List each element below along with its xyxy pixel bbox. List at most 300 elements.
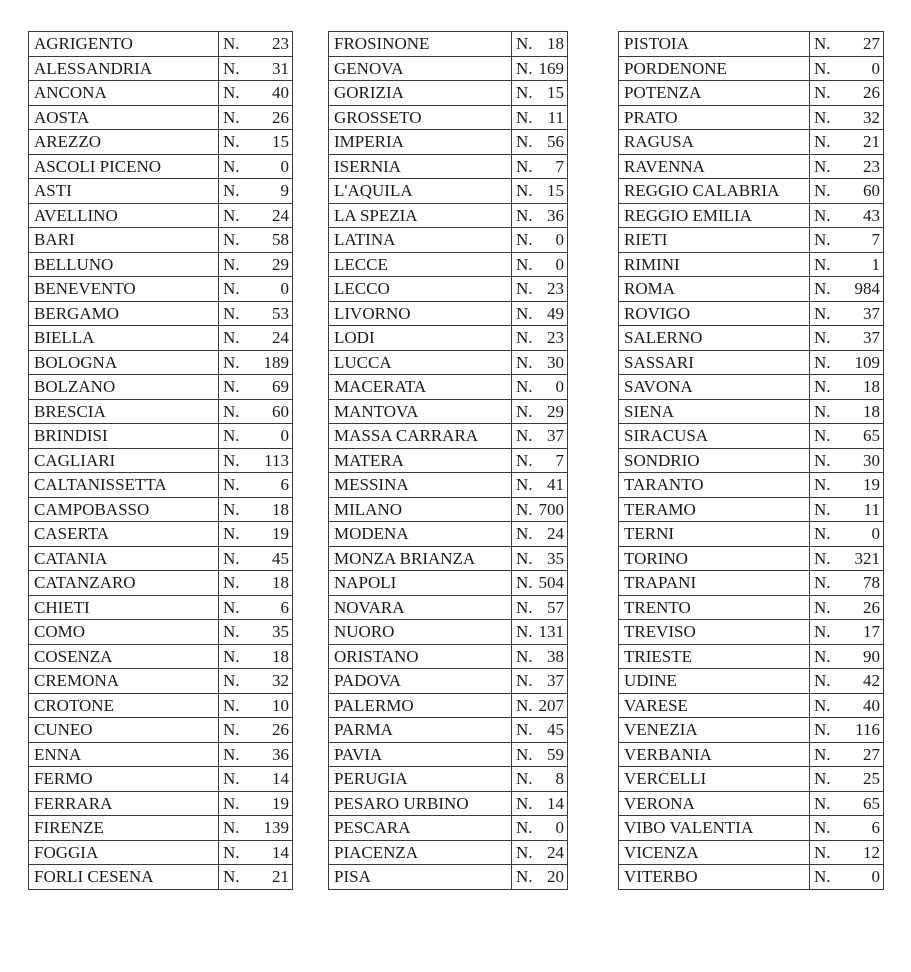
count-prefix: N. [223, 548, 240, 568]
count-prefix: N. [814, 499, 831, 519]
province-name: CATANIA [29, 546, 219, 571]
count-value: 57 [547, 597, 564, 617]
count-prefix: N. [516, 867, 533, 887]
province-count-cell [219, 595, 293, 620]
count-value: 0 [871, 524, 880, 544]
table-row [29, 497, 293, 522]
table-row [29, 81, 293, 106]
table-row [29, 742, 293, 767]
count-prefix: N. [814, 132, 831, 152]
table-row [619, 179, 884, 204]
province-name: PAVIA [329, 742, 512, 767]
count-value: 139 [263, 818, 289, 838]
province-count-cell [512, 154, 568, 179]
province-count-cell [512, 32, 568, 57]
count-value: 37 [863, 303, 880, 323]
province-count-cell [219, 522, 293, 547]
table-row [329, 154, 568, 179]
count-prefix: N. [814, 867, 831, 887]
province-count-cell [219, 32, 293, 57]
count-prefix: N. [516, 83, 533, 103]
province-count-cell [219, 277, 293, 302]
province-name: TRENTO [619, 595, 810, 620]
province-count-cell [512, 816, 568, 841]
province-name: MESSINA [329, 473, 512, 498]
count-prefix: N. [516, 132, 533, 152]
table-row [619, 375, 884, 400]
count-prefix: N. [814, 254, 831, 274]
province-name: MODENA [329, 522, 512, 547]
count-value: 18 [863, 377, 880, 397]
count-prefix: N. [814, 303, 831, 323]
table-row [29, 350, 293, 375]
count-value: 27 [863, 34, 880, 54]
table-row [329, 399, 568, 424]
count-value: 26 [272, 107, 289, 127]
count-value: 18 [547, 34, 564, 54]
count-prefix: N. [223, 842, 240, 862]
table-row [329, 718, 568, 743]
table-row [619, 546, 884, 571]
count-prefix: N. [516, 842, 533, 862]
province-name: MACERATA [329, 375, 512, 400]
count-value: 69 [272, 377, 289, 397]
count-value: 53 [272, 303, 289, 323]
province-name: SASSARI [619, 350, 810, 375]
table-row [29, 522, 293, 547]
province-count-cell [512, 56, 568, 81]
count-value: 131 [538, 622, 564, 642]
province-name: RAVENNA [619, 154, 810, 179]
province-name: TERNI [619, 522, 810, 547]
province-count-cell [810, 473, 884, 498]
count-value: 37 [547, 671, 564, 691]
count-value: 40 [863, 695, 880, 715]
table-row [29, 130, 293, 155]
table-row [29, 301, 293, 326]
province-count-cell [810, 277, 884, 302]
province-count-cell [219, 693, 293, 718]
count-value: 29 [547, 401, 564, 421]
province-count-cell [810, 448, 884, 473]
province-count-cell [512, 277, 568, 302]
province-count-cell [810, 644, 884, 669]
count-prefix: N. [814, 205, 831, 225]
count-prefix: N. [814, 524, 831, 544]
count-value: 9 [280, 181, 289, 201]
count-value: 49 [547, 303, 564, 323]
province-count-cell [219, 203, 293, 228]
count-value: 42 [863, 671, 880, 691]
count-prefix: N. [814, 328, 831, 348]
count-prefix: N. [516, 818, 533, 838]
province-name: REGGIO EMILIA [619, 203, 810, 228]
province-name: VICENZA [619, 840, 810, 865]
count-prefix: N. [814, 181, 831, 201]
province-name: ROVIGO [619, 301, 810, 326]
province-count-cell [810, 179, 884, 204]
count-prefix: N. [516, 34, 533, 54]
province-name: FORLI CESENA [29, 865, 219, 890]
province-count-cell [219, 571, 293, 596]
province-name: TRIESTE [619, 644, 810, 669]
province-count-cell [810, 424, 884, 449]
province-name: BRINDISI [29, 424, 219, 449]
table-row [329, 571, 568, 596]
count-prefix: N. [814, 818, 831, 838]
count-value: 40 [272, 83, 289, 103]
province-name: ROMA [619, 277, 810, 302]
count-prefix: N. [516, 230, 533, 250]
table-row [619, 644, 884, 669]
table-row [619, 277, 884, 302]
province-name: TORINO [619, 546, 810, 571]
count-prefix: N. [516, 769, 533, 789]
count-prefix: N. [223, 499, 240, 519]
province-name: AVELLINO [29, 203, 219, 228]
count-prefix: N. [223, 328, 240, 348]
province-name: FROSINONE [329, 32, 512, 57]
table-row [619, 154, 884, 179]
table-row [29, 154, 293, 179]
count-value: 32 [863, 107, 880, 127]
province-name: CROTONE [29, 693, 219, 718]
count-value: 26 [863, 597, 880, 617]
count-prefix: N. [223, 107, 240, 127]
province-count-cell [512, 350, 568, 375]
province-name: AGRIGENTO [29, 32, 219, 57]
count-value: 0 [555, 254, 564, 274]
count-prefix: N. [814, 58, 831, 78]
province-name: SAVONA [619, 375, 810, 400]
table-row [619, 693, 884, 718]
count-prefix: N. [814, 793, 831, 813]
province-name: TERAMO [619, 497, 810, 522]
count-prefix: N. [223, 303, 240, 323]
province-name: AREZZO [29, 130, 219, 155]
province-name: VENEZIA [619, 718, 810, 743]
province-count-cell [512, 742, 568, 767]
table-row [329, 277, 568, 302]
province-count-cell [512, 203, 568, 228]
province-name: PARMA [329, 718, 512, 743]
count-prefix: N. [814, 548, 831, 568]
count-prefix: N. [814, 401, 831, 421]
province-name: VARESE [619, 693, 810, 718]
count-prefix: N. [516, 377, 533, 397]
province-count-cell [810, 375, 884, 400]
province-name: VERBANIA [619, 742, 810, 767]
count-value: 0 [555, 230, 564, 250]
count-prefix: N. [516, 622, 533, 642]
count-prefix: N. [223, 475, 240, 495]
province-name: TREVISO [619, 620, 810, 645]
table-row [29, 693, 293, 718]
province-count-cell [512, 252, 568, 277]
province-name: SIENA [619, 399, 810, 424]
province-name: LECCO [329, 277, 512, 302]
count-value: 36 [272, 744, 289, 764]
count-value: 169 [538, 58, 564, 78]
province-name: CASERTA [29, 522, 219, 547]
table-row [329, 301, 568, 326]
count-prefix: N. [516, 548, 533, 568]
count-prefix: N. [814, 279, 831, 299]
count-value: 7 [871, 230, 880, 250]
table-row [329, 81, 568, 106]
count-value: 24 [547, 842, 564, 862]
table-row [619, 791, 884, 816]
count-value: 30 [863, 450, 880, 470]
province-count-cell [810, 865, 884, 890]
province-name: PERUGIA [329, 767, 512, 792]
count-prefix: N. [223, 132, 240, 152]
count-value: 18 [272, 499, 289, 519]
province-name: TARANTO [619, 473, 810, 498]
table-row [329, 105, 568, 130]
count-prefix: N. [516, 499, 533, 519]
count-value: 984 [854, 279, 880, 299]
table-row [29, 840, 293, 865]
table-row [29, 424, 293, 449]
table-row [29, 399, 293, 424]
province-count-cell [810, 620, 884, 645]
count-prefix: N. [516, 279, 533, 299]
province-name: POTENZA [619, 81, 810, 106]
table-row [329, 865, 568, 890]
table-row [29, 571, 293, 596]
table-row [329, 203, 568, 228]
count-prefix: N. [516, 573, 533, 593]
count-prefix: N. [814, 377, 831, 397]
province-count-cell [810, 742, 884, 767]
province-count-cell [512, 718, 568, 743]
count-value: 0 [871, 867, 880, 887]
count-prefix: N. [516, 646, 533, 666]
province-count-cell [810, 669, 884, 694]
table-row [619, 669, 884, 694]
count-value: 29 [272, 254, 289, 274]
count-prefix: N. [814, 573, 831, 593]
province-name: GORIZIA [329, 81, 512, 106]
province-name: BOLOGNA [29, 350, 219, 375]
count-value: 37 [547, 426, 564, 446]
table-row [329, 326, 568, 351]
province-name: COMO [29, 620, 219, 645]
count-value: 45 [547, 720, 564, 740]
count-prefix: N. [223, 254, 240, 274]
count-prefix: N. [223, 34, 240, 54]
province-name: ENNA [29, 742, 219, 767]
province-count-cell [810, 56, 884, 81]
count-value: 36 [547, 205, 564, 225]
province-name: RIMINI [619, 252, 810, 277]
table-row [619, 81, 884, 106]
count-prefix: N. [223, 573, 240, 593]
province-name: CAMPOBASSO [29, 497, 219, 522]
table-row [329, 595, 568, 620]
count-prefix: N. [516, 597, 533, 617]
count-value: 11 [863, 499, 880, 519]
table-row [619, 840, 884, 865]
count-value: 0 [280, 426, 289, 446]
count-prefix: N. [814, 475, 831, 495]
count-prefix: N. [223, 426, 240, 446]
table-row [619, 497, 884, 522]
province-name: CHIETI [29, 595, 219, 620]
count-value: 1 [871, 254, 880, 274]
province-count-cell [512, 571, 568, 596]
count-value: 504 [538, 573, 564, 593]
count-prefix: N. [223, 646, 240, 666]
count-value: 207 [538, 695, 564, 715]
table-row [29, 203, 293, 228]
count-prefix: N. [814, 720, 831, 740]
count-value: 35 [547, 548, 564, 568]
count-value: 60 [272, 401, 289, 421]
table-row [29, 767, 293, 792]
table-row [619, 399, 884, 424]
table-row [29, 375, 293, 400]
count-value: 10 [272, 695, 289, 715]
province-count-cell [219, 742, 293, 767]
table-row [329, 522, 568, 547]
count-value: 90 [863, 646, 880, 666]
count-prefix: N. [516, 181, 533, 201]
count-prefix: N. [516, 695, 533, 715]
count-prefix: N. [814, 230, 831, 250]
table-row [29, 326, 293, 351]
count-value: 7 [555, 156, 564, 176]
table-row [29, 228, 293, 253]
table-row [619, 130, 884, 155]
province-count-cell [512, 448, 568, 473]
province-table-column-1 [28, 31, 293, 890]
province-count-cell [512, 791, 568, 816]
table-row [329, 816, 568, 841]
count-prefix: N. [814, 646, 831, 666]
province-count-cell [219, 791, 293, 816]
count-prefix: N. [516, 352, 533, 372]
table-row [29, 718, 293, 743]
province-name: PALERMO [329, 693, 512, 718]
count-value: 26 [863, 83, 880, 103]
province-count-cell [512, 497, 568, 522]
province-count-cell [219, 644, 293, 669]
count-value: 24 [272, 328, 289, 348]
count-prefix: N. [223, 769, 240, 789]
table-row [329, 693, 568, 718]
count-value: 20 [547, 867, 564, 887]
count-prefix: N. [223, 793, 240, 813]
count-prefix: N. [223, 720, 240, 740]
province-name: AOSTA [29, 105, 219, 130]
province-count-cell [810, 228, 884, 253]
province-count-cell [219, 620, 293, 645]
province-name: ORISTANO [329, 644, 512, 669]
province-count-cell [512, 301, 568, 326]
province-name: ANCONA [29, 81, 219, 106]
table-row [29, 816, 293, 841]
province-count-cell [219, 252, 293, 277]
table-row [619, 522, 884, 547]
province-name: LECCE [329, 252, 512, 277]
province-count-cell [512, 644, 568, 669]
province-name: PIACENZA [329, 840, 512, 865]
count-prefix: N. [516, 524, 533, 544]
province-name: REGGIO CALABRIA [619, 179, 810, 204]
province-count-cell [219, 326, 293, 351]
count-prefix: N. [516, 303, 533, 323]
province-count-cell [512, 326, 568, 351]
province-count-cell [512, 375, 568, 400]
count-value: 59 [547, 744, 564, 764]
count-prefix: N. [223, 450, 240, 470]
count-value: 26 [272, 720, 289, 740]
province-name: RIETI [619, 228, 810, 253]
province-name: BERGAMO [29, 301, 219, 326]
count-value: 43 [863, 205, 880, 225]
count-value: 41 [547, 475, 564, 495]
province-name: BENEVENTO [29, 277, 219, 302]
count-value: 14 [272, 769, 289, 789]
province-count-cell [810, 546, 884, 571]
count-value: 27 [863, 744, 880, 764]
count-prefix: N. [223, 867, 240, 887]
count-value: 30 [547, 352, 564, 372]
table-row [329, 424, 568, 449]
province-count-cell [810, 840, 884, 865]
count-value: 0 [555, 377, 564, 397]
count-value: 18 [272, 646, 289, 666]
province-count-cell [512, 767, 568, 792]
province-count-cell [810, 130, 884, 155]
table-row [329, 840, 568, 865]
province-name: PADOVA [329, 669, 512, 694]
province-count-cell [512, 865, 568, 890]
province-count-cell [810, 595, 884, 620]
count-prefix: N. [223, 279, 240, 299]
count-value: 58 [272, 230, 289, 250]
province-count-cell [219, 865, 293, 890]
count-prefix: N. [223, 622, 240, 642]
province-count-cell [512, 424, 568, 449]
province-count-cell [810, 32, 884, 57]
count-value: 31 [272, 58, 289, 78]
table-row [29, 56, 293, 81]
province-count-cell [219, 375, 293, 400]
count-prefix: N. [223, 352, 240, 372]
count-value: 32 [272, 671, 289, 691]
table-row [329, 448, 568, 473]
province-name: PRATO [619, 105, 810, 130]
table-row [29, 791, 293, 816]
count-value: 321 [854, 548, 880, 568]
count-value: 24 [547, 524, 564, 544]
count-prefix: N. [814, 156, 831, 176]
province-count-cell [219, 718, 293, 743]
province-name: SONDRIO [619, 448, 810, 473]
province-count-cell [810, 791, 884, 816]
count-prefix: N. [223, 818, 240, 838]
province-name: MATERA [329, 448, 512, 473]
province-count-cell [810, 522, 884, 547]
table-row [619, 326, 884, 351]
table-row [619, 32, 884, 57]
province-count-cell [810, 693, 884, 718]
count-value: 18 [272, 573, 289, 593]
table-row [619, 571, 884, 596]
